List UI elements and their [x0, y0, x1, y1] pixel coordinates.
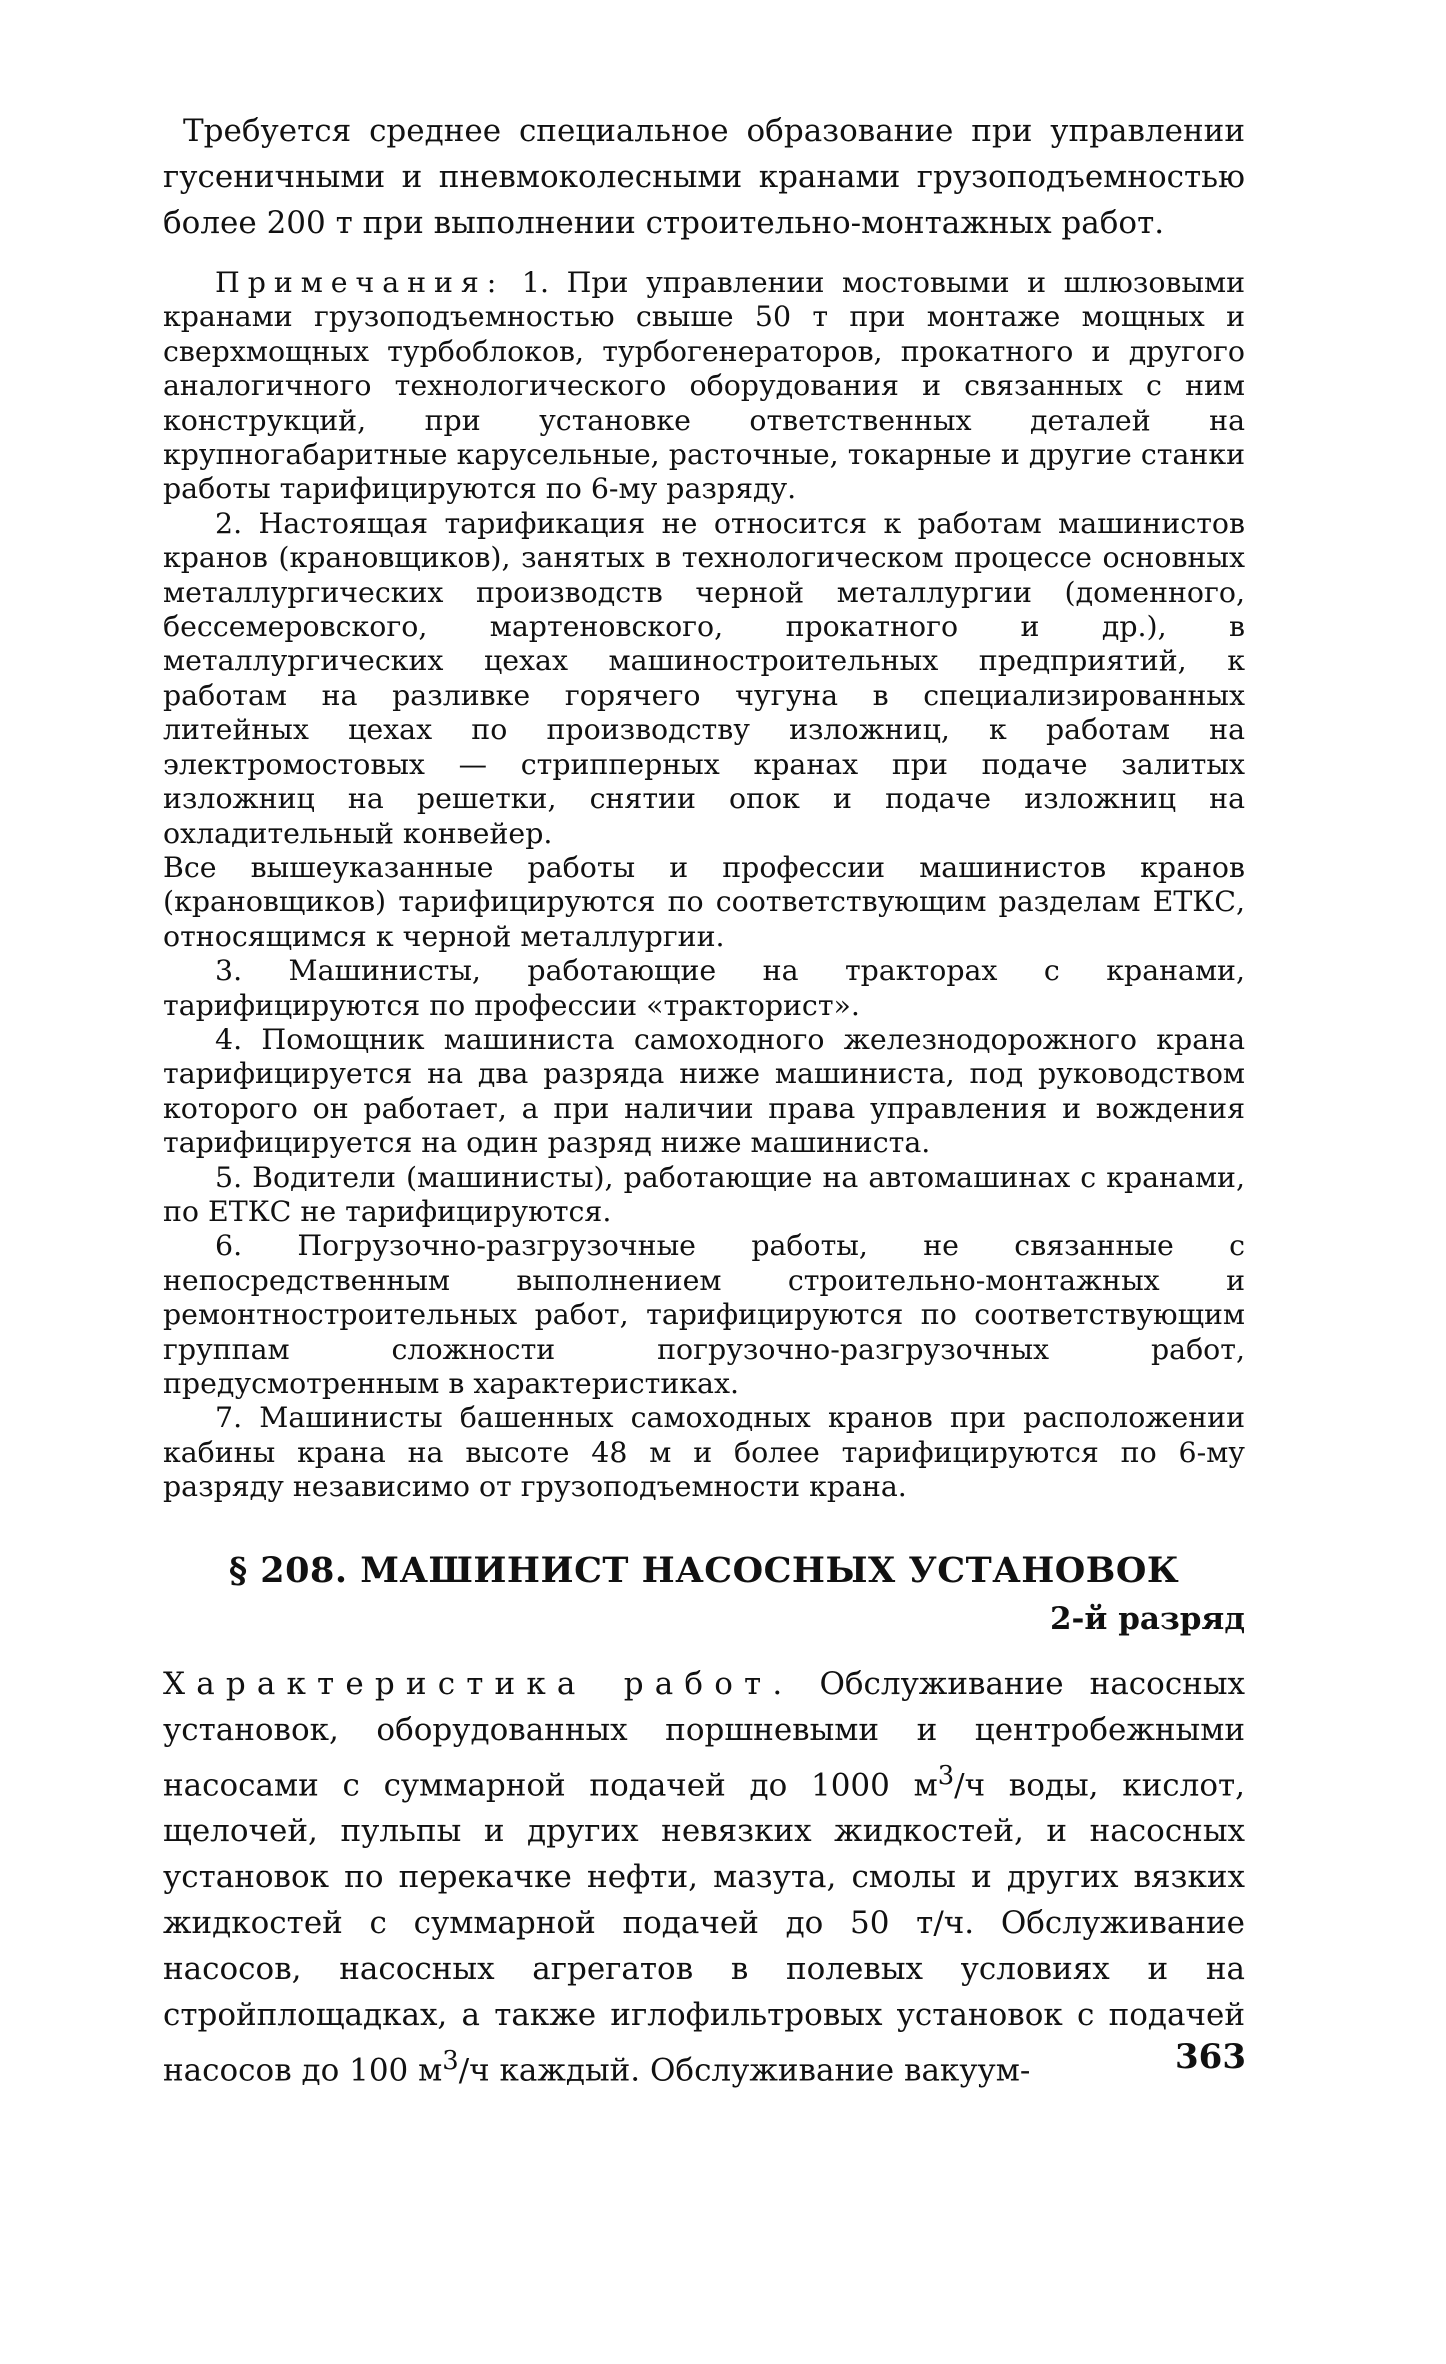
page-content	[163, 108, 1245, 2093]
note-2-continuation: Все вышеуказанные работы и профессии машинистов кранов (крановщиков) тарифицируются по соответствующим разделам ЕТКС, относящимся к черной металлургии.	[163, 850, 1245, 953]
characteristics-label: Характеристика работ.	[163, 1665, 794, 1702]
section-heading: § 208. МАШИНИСТ НАСОСНЫХ УСТАНОВОК	[228, 1549, 1180, 1591]
superscript-2: 3	[442, 2045, 459, 2076]
note-4: 4. Помощник машиниста самоходного железнодорожного крана тарифицируется на два разряда ниже машиниста, под руководством которого он работает, а при наличии права управления и вождения тарифицируется на один разряд ниже машиниста.	[163, 1022, 1245, 1160]
note-5: 5. Водители (машинисты), работающие на автомашинах с кранами, по ЕТКС не тарифицируются.	[163, 1160, 1245, 1228]
characteristics-text-1: Обслуживание насосных установок, оборудованных поршневыми и центробежными насосами с суммарной подачей до 1000 м	[163, 1665, 1246, 1803]
intro-paragraph: Требуется среднее специальное образование при управлении гусеничными и пневмоколесными кранами грузоподъемностью более 200 т при выполнении строительно-монтажных работ.	[163, 113, 1245, 241]
grade-label: 2-й разряд	[1049, 1600, 1245, 1637]
note-6: 6. Погрузочно-разгрузочные работы, не связанные с непосредственным выполнением строительно-монтажных и ремонтностроительных работ, тарифицируются по соответствующим группам сложности погрузочно-разгрузочных работ, предусмотренным в характеристиках.	[163, 1229, 1245, 1400]
notes-label: Примечания:	[215, 266, 505, 299]
characteristics-text-2: /ч воды, кислот, щелочей, пульпы и других невязких жидкостей, и насосных установок по перекачке нефти, мазута, смолы и других вязких жидкостей с суммарной подачей до 50 т/ч. Обслуживание насосов, насосных агрегатов в полевых условиях и на стройплощадках, а также иглофильтровых установок с подачей насосов до 100 м	[163, 1766, 1245, 2089]
characteristics-text-3: /ч каждый. Обслуживание вакуум-	[458, 2052, 1031, 2089]
notes-block	[163, 266, 1245, 1505]
page-number: 363	[1175, 2037, 1246, 2077]
note-1-text: 1. При управлении мостовыми и шлюзовыми кранами грузоподъемностью свыше 50 т при монтаже мощных и сверхмощных турбоблоков, турбогенераторов, прокатного и другого аналогичного технологического оборудования и связанных с ним конструкций, при установке ответственных деталей на крупногабаритные карусельные, расточные, токарные и другие станки работы тарифицируются по 6-му разряду.	[163, 266, 1245, 506]
note-3: 3. Машинисты, работающие на тракторах с кранами, тарифицируются по профессии «тракторист».	[163, 954, 1245, 1022]
superscript-1: 3	[937, 1760, 955, 1791]
work-characteristics-paragraph	[163, 1661, 1245, 2094]
note-2: 2. Настоящая тарификация не относится к работам машинистов кранов (крановщиков), занятых в технологическом процессе основных металлургических производств черной металлургии (доменного, бессемеровского, мартеновского, прокатного и др.), в металлургических цехах машиностроительных предприятий, к работам на разливке горячего чугуна в специализированных литейных цехах по производству изложниц, к работам на электромостовых — стрипперных кранах при подаче залитых изложниц на решетки, снятии опок и подаче изложниц на охладительный конвейер.	[163, 506, 1245, 850]
note-7: 7. Машинисты башенных самоходных кранов при расположении кабины крана на высоте 48 м и более тарифицируются по 6-му разряду независимо от грузоподъемности крана.	[163, 1401, 1245, 1504]
note-1	[163, 266, 1245, 507]
